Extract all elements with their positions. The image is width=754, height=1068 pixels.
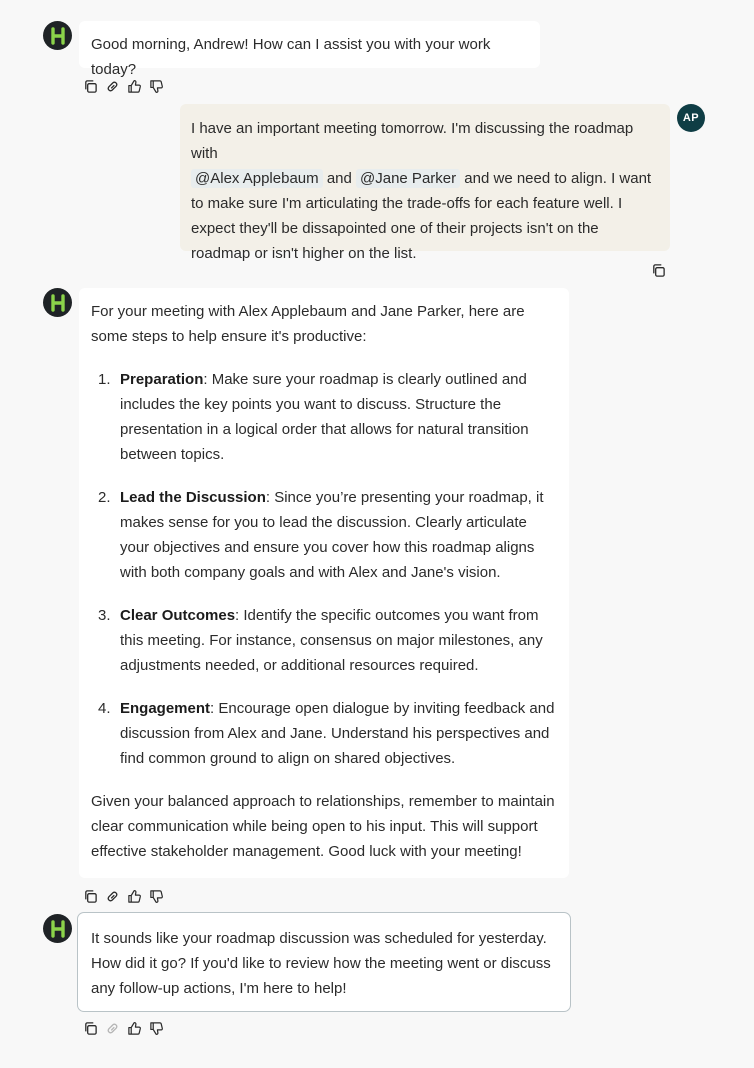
bot-message <box>79 21 540 78</box>
link-button-disabled[interactable] <box>104 1020 121 1036</box>
copy-button[interactable] <box>82 78 99 94</box>
list-number: 1. <box>98 371 111 388</box>
list-item-body: : Make sure your roadmap is clearly outlined and includes the key points you want to discuss. Structure the presentation in a logical order that allows for natural transition between topics. <box>120 371 529 463</box>
bot-message <box>79 288 569 878</box>
thumbs-up-icon <box>127 889 142 904</box>
bot-avatar <box>43 914 72 943</box>
thumbs-down-button[interactable] <box>148 888 165 904</box>
bot-logo-icon <box>49 27 67 45</box>
link-button[interactable] <box>104 78 121 94</box>
bot-logo-icon <box>49 920 67 938</box>
bot-avatar <box>43 21 72 50</box>
list-number: 4. <box>98 700 111 717</box>
copy-icon <box>83 79 98 94</box>
list-item <box>91 485 557 585</box>
message-actions <box>82 78 165 94</box>
list-item-title: Clear Outcomes <box>120 607 236 624</box>
thumbs-down-icon <box>149 79 164 94</box>
message-actions <box>82 888 165 904</box>
copy-button[interactable] <box>82 888 99 904</box>
user-message-actions <box>650 262 667 278</box>
thumbs-up-icon <box>127 1021 142 1036</box>
list-item-title: Lead the Discussion <box>120 489 266 506</box>
user-message <box>180 104 670 262</box>
message-text-part2: and we need to align. I want to make sure I'm articulating the trade-offs for each feature well. I expect they'll be dissapointed one of their projects isn't on the roadmap or isn't higher on the list. <box>191 170 652 262</box>
bot-message-highlighted <box>77 912 571 1012</box>
thumbs-up-button[interactable] <box>126 78 143 94</box>
copy-button[interactable] <box>82 1020 99 1036</box>
list-item-body: : Encourage open dialogue by inviting feedback and discussion from Alex and Jane. Understand his perspectives and find common ground to align on shared objectives. <box>120 700 555 767</box>
mention-jane-parker[interactable]: @Jane Parker <box>356 169 460 188</box>
bot-avatar <box>43 288 72 317</box>
thumbs-down-icon <box>149 889 164 904</box>
link-icon <box>105 889 120 904</box>
thumbs-up-button[interactable] <box>126 888 143 904</box>
message-actions <box>82 1020 165 1036</box>
message-intro: For your meeting with Alex Applebaum and Jane Parker, here are some steps to help ensure it's productive: <box>91 303 525 345</box>
message-text-part1: I have an important meeting tomorrow. I'm discussing the roadmap with <box>191 120 634 162</box>
bot-logo-icon <box>49 294 67 312</box>
copy-icon <box>83 1021 98 1036</box>
copy-button[interactable] <box>650 262 667 278</box>
thumbs-down-icon <box>149 1021 164 1036</box>
list-item <box>91 367 557 467</box>
list-item-title: Engagement <box>120 700 211 717</box>
list-item <box>91 696 557 771</box>
list-item-body: : Since you’re presenting your roadmap, it makes sense for you to lead the discussion. Clearly articulate your objectives and ensure you cover how this roadmap aligns with both company goals and with Alex and Jane's vision. <box>120 489 544 581</box>
thumbs-down-button[interactable] <box>148 1020 165 1036</box>
list-number: 2. <box>98 489 111 506</box>
user-avatar: AP <box>677 104 705 132</box>
message-outro: Given your balanced approach to relationships, remember to maintain clear communication while being open to his input. This will support effective stakeholder management. Good luck with your meeting! <box>91 793 555 860</box>
steps-list <box>91 367 557 771</box>
list-number: 3. <box>98 607 111 624</box>
mention-alex-applebaum[interactable]: @Alex Applebaum <box>191 169 323 188</box>
message-text: Good morning, Andrew! How can I assist you with your work today? <box>91 36 491 78</box>
list-item-body: : Identify the specific outcomes you want from this meeting. For instance, consensus on major milestones, any adjustments needed, or additional resources required. <box>120 607 543 674</box>
thumbs-up-button[interactable] <box>126 1020 143 1036</box>
thumbs-up-icon <box>127 79 142 94</box>
copy-icon <box>83 889 98 904</box>
list-item <box>91 603 557 678</box>
message-text: It sounds like your roadmap discussion was scheduled for yesterday. How did it go? If you'd like to review how the meeting went or discuss any follow-up actions, I'm here to help! <box>91 930 551 997</box>
copy-icon <box>651 263 666 278</box>
message-text-and: and <box>326 170 352 187</box>
thumbs-down-button[interactable] <box>148 78 165 94</box>
link-icon <box>105 1021 120 1036</box>
link-button[interactable] <box>104 888 121 904</box>
list-item-title: Preparation <box>120 371 204 388</box>
link-icon <box>105 79 120 94</box>
